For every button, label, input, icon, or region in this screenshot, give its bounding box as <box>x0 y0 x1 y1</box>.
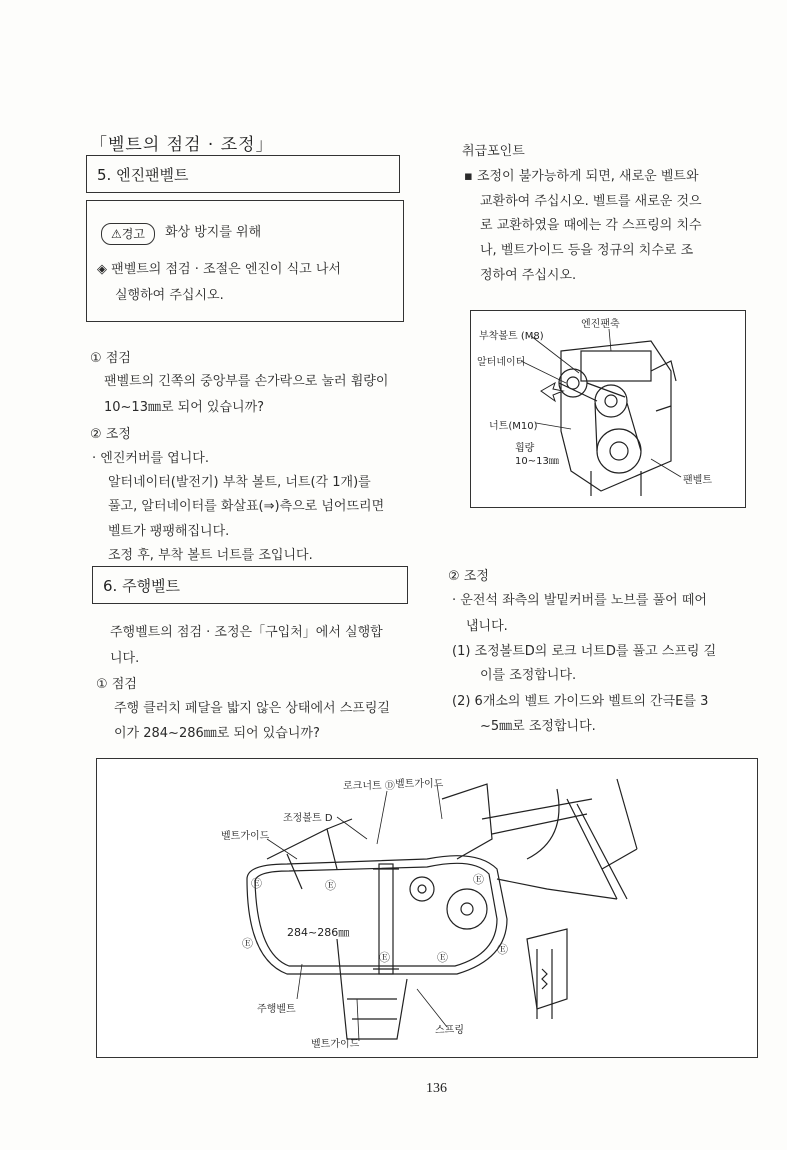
section5-heading-box <box>86 155 400 193</box>
label-e: Ⓔ <box>473 873 484 886</box>
label-drive-belt: 주행벨트 <box>257 1004 296 1015</box>
section6-adjust-title: ② 조정 <box>448 569 489 584</box>
section6-heading: 6. 주행벨트 <box>103 577 181 595</box>
handling-text: 나, 벨트가이드 등을 정규의 치수로 조 <box>480 243 694 258</box>
handling-text: 정하여 주십시오. <box>480 268 577 283</box>
label-e: Ⓔ <box>242 937 253 950</box>
label-spring: 스프링 <box>435 1025 464 1036</box>
label-engine-fan: 엔진팬축 <box>581 319 620 330</box>
warning-line: ◈ 팬벨트의 점검 · 조절은 엔진이 식고 나서 <box>97 262 341 277</box>
warning-badge <box>101 223 155 245</box>
body-text: 주행 클러치 페달을 밟지 않은 상태에서 스프링길 <box>114 701 390 716</box>
body-text: · 엔진커버를 엽니다. <box>92 451 209 466</box>
warning-line: 실행하여 주십시오. <box>115 288 224 303</box>
engine-fan-belt-figure <box>470 310 746 508</box>
body-text: 니다. <box>110 651 140 666</box>
label-adjust-bolt: 조정볼트 D <box>283 813 333 824</box>
section6-check-title: ① 점검 <box>96 677 137 692</box>
drive-belt-illustration <box>97 759 757 1057</box>
label-e: Ⓔ <box>325 879 336 892</box>
engine-illustration <box>471 311 745 507</box>
label-belt-guide-top: 벨트가이드 <box>395 779 444 790</box>
handling-text: 로 교환하였을 때에는 각 스프링의 치수 <box>480 218 702 233</box>
handling-text: 교환하여 주십시오. 벨트를 새로운 것으 <box>480 194 702 209</box>
body-text: 조정 후, 부착 볼트 너트를 조입니다. <box>108 548 313 563</box>
body-text: 벨트가 팽팽해집니다. <box>108 524 230 539</box>
body-text: 냅니다. <box>466 619 508 634</box>
page-title: 「벨트의 점검 · 조정」 <box>90 135 274 155</box>
body-text: (2) 6개소의 벨트 가이드와 벨트의 간극E를 3 <box>452 694 709 709</box>
label-e: Ⓔ <box>497 943 508 956</box>
warning-box <box>86 200 404 322</box>
label-e: Ⓔ <box>251 877 262 890</box>
body-text: 10~13㎜로 되어 있습니까? <box>104 400 265 415</box>
label-mount-bolt: 부착볼트 (M8) <box>479 331 544 342</box>
label-fan-belt: 팬벨트 <box>683 475 712 486</box>
label-e: Ⓔ <box>379 951 390 964</box>
body-text: · 운전석 좌측의 발밑커버를 노브를 풀어 떼어 <box>452 593 707 608</box>
section5-heading: 5. 엔진팬벨트 <box>97 166 189 184</box>
body-text: 이가 284~286㎜로 되어 있습니까? <box>114 726 320 741</box>
label-lock-nut: 로크너트 Ⓓ <box>343 781 395 792</box>
page-number: 136 <box>426 1081 447 1096</box>
section5-check-title: ① 점검 <box>90 351 131 366</box>
section5-adjust-title: ② 조정 <box>90 427 131 442</box>
label-deflection: 휨량 <box>515 443 535 454</box>
label-belt-guide-left: 벨트가이드 <box>221 831 270 842</box>
body-text: 알터네이터(발전기) 부착 볼트, 너트(각 1개)를 <box>108 475 371 490</box>
body-text: ~5㎜로 조정합니다. <box>480 719 596 734</box>
body-text: 풀고, 알터네이터를 화살표(⇒)측으로 넘어뜨리면 <box>108 499 385 514</box>
label-nut: 너트(M10) <box>489 421 538 432</box>
handling-title: 취급포인트 <box>462 144 525 159</box>
label-deflection-value: 10~13㎜ <box>515 456 559 467</box>
label-spring-length: 284~286㎜ <box>287 926 350 939</box>
body-text: 팬벨트의 긴쪽의 중앙부를 손가락으로 눌러 휨량이 <box>104 374 389 389</box>
warning-triangle-icon: ⚠ <box>111 227 122 241</box>
body-text: 이를 조정합니다. <box>480 668 577 683</box>
body-text: 주행벨트의 점검 · 조정은「구입처」에서 실행합 <box>110 625 383 640</box>
label-alternator: 알터네이터 <box>477 357 526 368</box>
label-belt-guide-bottom: 벨트가이드 <box>311 1039 360 1050</box>
warning-badge-label: 경고 <box>121 227 145 241</box>
handling-text: ▪ 조정이 불가능하게 되면, 새로운 벨트와 <box>464 169 699 184</box>
warning-title: 화상 방지를 위해 <box>165 225 262 240</box>
body-text: (1) 조정볼트D의 로크 너트D를 풀고 스프링 길 <box>452 644 717 659</box>
label-e: Ⓔ <box>437 951 448 964</box>
section6-heading-box <box>92 566 408 604</box>
drive-belt-figure <box>96 758 758 1058</box>
